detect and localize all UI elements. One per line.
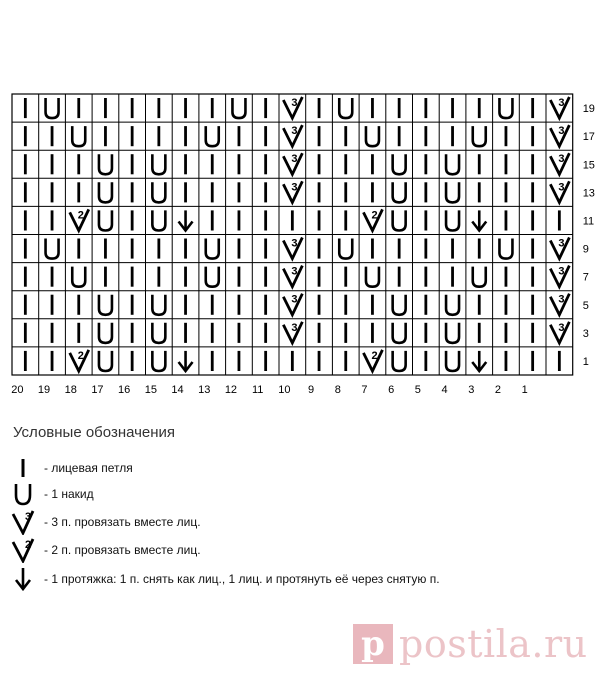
column-number: 20 [11,384,24,396]
yarn-over-symbol [99,351,112,371]
k-together-count: 3 [558,293,565,306]
knit-two-together-icon [10,537,42,563]
column-number: 4 [441,384,448,396]
yarn-over-symbol [339,98,352,118]
yarn-over-symbol [152,295,165,315]
column-number: 10 [278,384,291,396]
legend-title: Условные обозначения [13,424,176,441]
legend-item-knit [10,455,133,481]
yarn-over-symbol [46,239,59,259]
row-number: 5 [582,299,589,312]
knit-stitch-icon [10,455,42,481]
column-number: 15 [144,384,157,396]
yarn-over-symbol [72,126,85,146]
yarn-over-icon [10,481,42,507]
yarn-over-symbol [393,154,406,174]
k-together-count: 3 [291,153,298,166]
column-number: 18 [64,384,77,396]
k-together-count: 3 [558,321,565,334]
yarn-over-symbol [99,323,112,343]
yarn-over-symbol [446,182,459,202]
yarn-over-symbol [446,154,459,174]
row-number: 9 [582,243,589,256]
row-number: 17 [582,131,595,144]
yarn-over-symbol [206,239,219,259]
yarn-over-symbol [366,126,379,146]
watermark-text: postila.ru [399,622,588,666]
yarn-over-symbol [232,98,245,118]
legend-item-skp [10,566,440,592]
yarn-over-symbol [72,267,85,287]
yarn-over-symbol [366,267,379,287]
column-number: 8 [334,384,341,396]
legend-item-k3tog [10,509,201,535]
yarn-over-symbol [393,323,406,343]
yarn-over-symbol [473,267,486,287]
column-number: 14 [171,384,184,396]
yarn-over-symbol [499,98,512,118]
k-together-count: 3 [558,153,565,166]
k-together-count: 3 [291,181,298,194]
column-number: 11 [251,384,264,396]
legend-text-k2tog: - 2 п. провязать вместе лиц. [44,543,201,557]
svg-text:3: 3 [25,511,32,523]
yarn-over-symbol [99,295,112,315]
yarn-over-symbol [446,210,459,230]
row-number: 3 [582,327,589,340]
yarn-over-symbol [393,295,406,315]
k-together-count: 3 [558,97,565,109]
yarn-over-symbol [473,126,486,146]
yarn-over-symbol [393,210,406,230]
k-together-count: 3 [291,237,298,250]
k-together-count: 2 [77,209,84,222]
column-number: 2 [494,384,502,396]
legend-text-yarn-over: - 1 накид [44,487,94,501]
yarn-over-symbol [152,351,165,371]
legend-text-skp: - 1 протяжка: 1 п. снять как лиц., 1 лиц. и протянуть её через снятую п. [44,572,440,586]
legend-text-knit: - лицевая петля [44,461,133,475]
k-together-count: 3 [291,125,298,138]
row-number: 13 [582,187,595,200]
row-number: 15 [582,159,595,172]
yarn-over-symbol [152,182,165,202]
k-together-count: 3 [291,321,298,334]
legend-text-k3tog: - 3 п. провязать вместе лиц. [44,515,201,529]
slip-knit-pass-icon [10,566,42,592]
row-number: 1 [582,355,589,368]
row-number: 7 [582,271,589,284]
k-together-count: 3 [558,125,565,138]
k-together-count: 3 [291,265,298,278]
svg-text:2: 2 [25,539,32,551]
legend-item-yarn-over [10,481,94,507]
yarn-over-symbol [99,182,112,202]
knit-three-together-icon [10,509,42,535]
column-number: 5 [414,384,421,396]
column-number: 3 [468,384,475,396]
column-number: 16 [118,384,131,396]
yarn-over-symbol [339,239,352,259]
yarn-over-symbol [46,98,59,118]
column-number: 9 [307,384,315,396]
k-together-count: 3 [291,97,298,109]
yarn-over-symbol [446,351,459,371]
column-number: 12 [224,384,238,396]
yarn-over-symbol [152,210,165,230]
yarn-over-symbol [446,295,459,315]
column-number: 1 [521,384,528,396]
column-number: 17 [91,384,104,396]
k-together-count: 2 [371,349,378,362]
postila-logo-icon: p [353,624,393,664]
yarn-over-symbol [99,154,112,174]
yarn-over-symbol [152,154,165,174]
k-together-count: 3 [558,237,565,250]
k-together-count: 3 [558,265,565,278]
legend-item-k2tog [10,537,201,563]
yarn-over-symbol [499,239,512,259]
column-number: 19 [37,384,51,396]
column-number: 13 [198,384,211,396]
k-together-count: 2 [371,209,378,222]
column-number: 7 [361,384,368,396]
k-together-count: 3 [558,181,565,194]
yarn-over-symbol [393,351,406,371]
column-number: 6 [388,384,395,396]
postila-watermark [353,622,588,666]
row-number: 19 [582,103,595,116]
row-number: 11 [582,215,595,228]
yarn-over-symbol [206,126,219,146]
yarn-over-symbol [99,210,112,230]
yarn-over-symbol [152,323,165,343]
k-together-count: 2 [77,349,84,362]
yarn-over-symbol [206,267,219,287]
yarn-over-symbol [446,323,459,343]
yarn-over-symbol [393,182,406,202]
k-together-count: 3 [291,293,298,306]
